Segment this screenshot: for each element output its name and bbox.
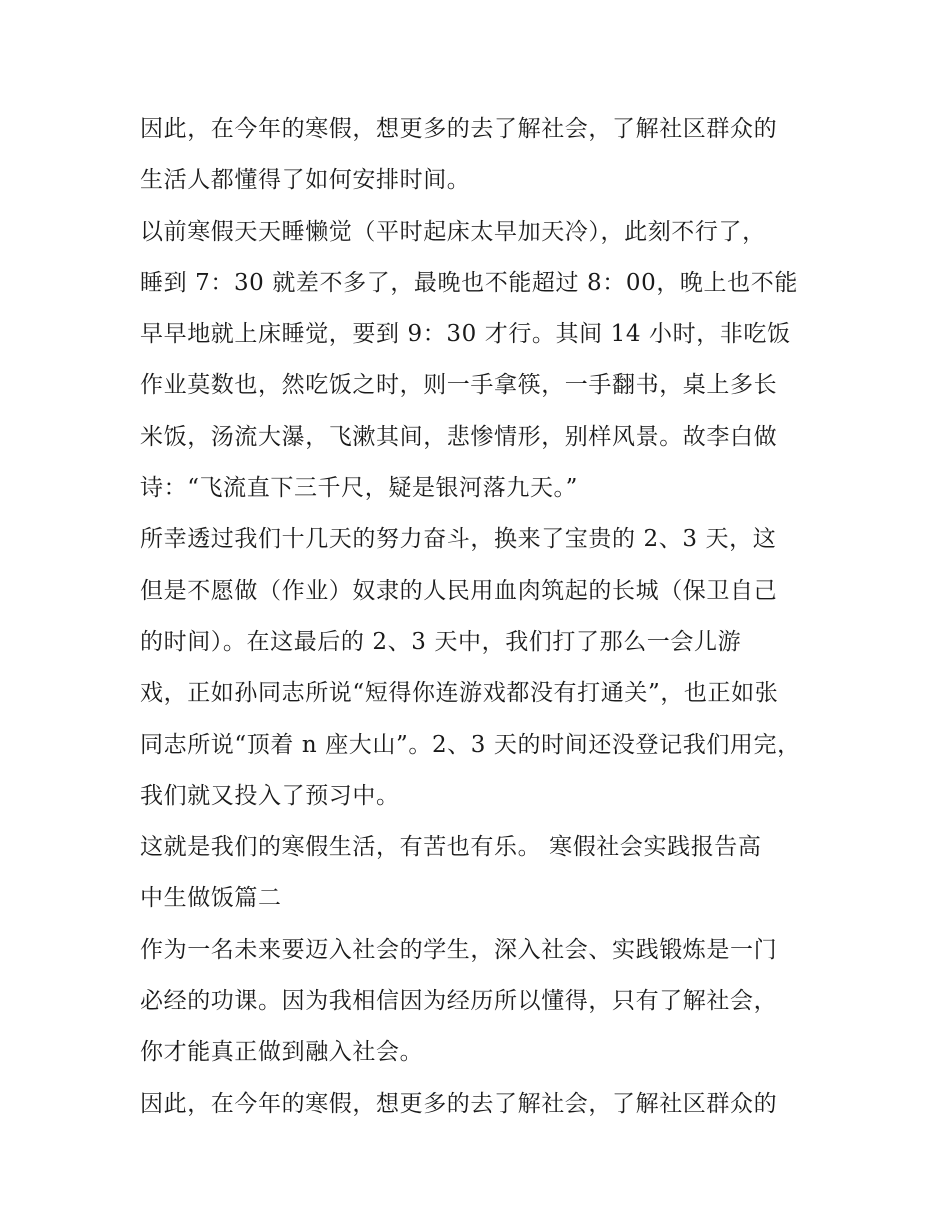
text-line: 作业莫数也，然吃饭之时，则一手拿筷，一手翻书，桌上多长 xyxy=(140,372,778,399)
text-line: 必经的功课。因为我相信因为经历所以懂得，只有了解社会， xyxy=(140,988,778,1015)
text-line: 同志所说“顶着 n 座大山”。2、3 天的时间还没登记我们用完， xyxy=(140,731,801,758)
text-line: 生活人都懂得了如何安排时间。 xyxy=(140,167,471,194)
text-line: 但是不愿做（作业）奴隶的人民用血肉筑起的长城（保卫自己 xyxy=(140,577,778,604)
text-line: 因此，在今年的寒假，想更多的去了解社会，了解社区群众的 xyxy=(140,1090,778,1117)
text-line: 米饭，汤流大瀑，飞漱其间，悲惨情形，别样风景。故李白做 xyxy=(140,423,778,450)
text-line: 我们就又投入了预习中。 xyxy=(140,782,400,809)
text-line: 诗：“飞流直下三千尺，疑是银河落九天。” xyxy=(140,475,579,502)
text-line: 早早地就上床睡觉，要到 9：30 才行。其间 14 小时，非吃饭 xyxy=(140,321,791,348)
text-line: 作为一名未来要迈入社会的学生，深入社会、实践锻炼是一门 xyxy=(140,936,778,963)
text-line: 所幸透过我们十几天的努力奋斗，换来了宝贵的 2、3 天，这 xyxy=(140,526,777,553)
text-line: 因此，在今年的寒假，想更多的去了解社会，了解社区群众的 xyxy=(140,116,778,142)
text-line: 的时间）。在这最后的 2、3 天中，我们打了那么一会儿游 xyxy=(140,628,742,655)
text-line: 你才能真正做到融入社会。 xyxy=(140,1039,424,1066)
document-body xyxy=(140,104,820,1130)
text-line: 以前寒假天天睡懒觉（平时起床太早加天冷），此刻不行了， xyxy=(140,218,766,245)
text-line: 中生做饭篇二 xyxy=(140,885,282,912)
text-line: 戏，正如孙同志所说“短得你连游戏都没有打通关”，也正如张 xyxy=(140,680,779,707)
text-line: 这就是我们的寒假生活，有苦也有乐。 寒假社会实践报告高 xyxy=(140,834,762,861)
text-line: 睡到 7：30 就差不多了，最晚也不能超过 8：00，晚上也不能 xyxy=(140,269,798,296)
